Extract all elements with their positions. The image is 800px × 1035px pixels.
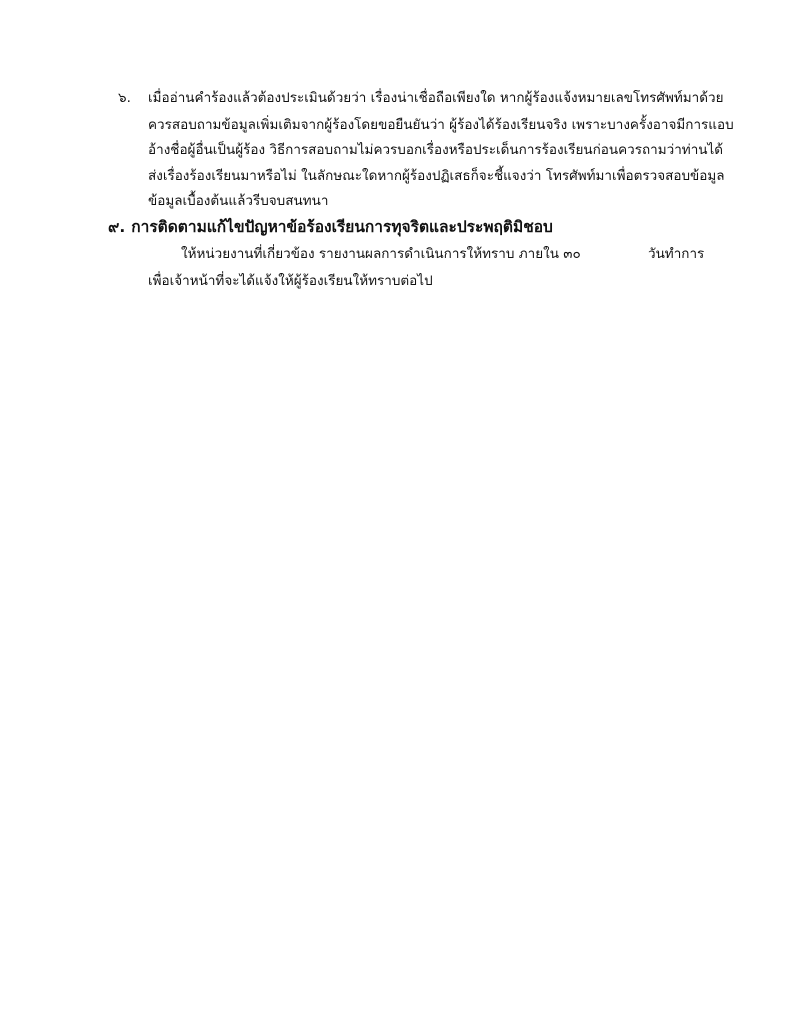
section-9-paragraph-right: วันทำการ bbox=[648, 246, 705, 262]
section-9-number: ๙. bbox=[108, 218, 126, 236]
section-9-paragraph-start: ให้หน่วยงานที่เกี่ยวข้อง รายงานผลการดำเนินการให้ทราบ ภายใน ๓๐ bbox=[181, 246, 581, 262]
item-6-line-2: ควรสอบถามข้อมูลเพิ่มเติมจากผู้ร้องโดยขอยืนยันว่า ผู้ร้องได้ร้องเรียนจริง เพราะบางครั้งอาจมีการแอบ bbox=[148, 117, 734, 133]
section-9-paragraph-continuation: เพื่อเจ้าหน้าที่จะได้แจ้งให้ผู้ร้องเรียนให้ทราบต่อไป bbox=[148, 273, 433, 289]
item-6-number: ๖. bbox=[118, 90, 131, 106]
item-6-line-3: อ้างชื่อผู้อื่นเป็นผู้ร้อง วิธีการสอบถามไม่ควรบอกเรื่องหรือประเด็นการร้องเรียนก่อนควรถามว่าท่านได้ bbox=[148, 142, 724, 158]
section-9-heading bbox=[108, 217, 553, 237]
item-6-line-4: ส่งเรื่องร้องเรียนมาหรือไม่ ในลักษณะใดหากผู้ร้องปฏิเสธก็จะชี้แจงว่า โทรศัพท์มาเพื่อตรวจสอบข้อมูล bbox=[148, 168, 725, 184]
item-6-line-1: เมื่ออ่านคำร้องแล้วต้องประเมินด้วยว่า เรื่องน่าเชื่อถือเพียงใด หากผู้ร้องแจ้งหมายเลขโทรศัพท์มาด้วย bbox=[148, 90, 724, 106]
section-9-title: การติดตามแก้ไขปัญหาข้อร้องเรียนการทุจริตและประพฤติมิชอบ bbox=[131, 218, 553, 236]
item-6-line-5: ข้อมูลเบื้องต้นแล้วรีบจบสนทนา bbox=[148, 193, 329, 209]
